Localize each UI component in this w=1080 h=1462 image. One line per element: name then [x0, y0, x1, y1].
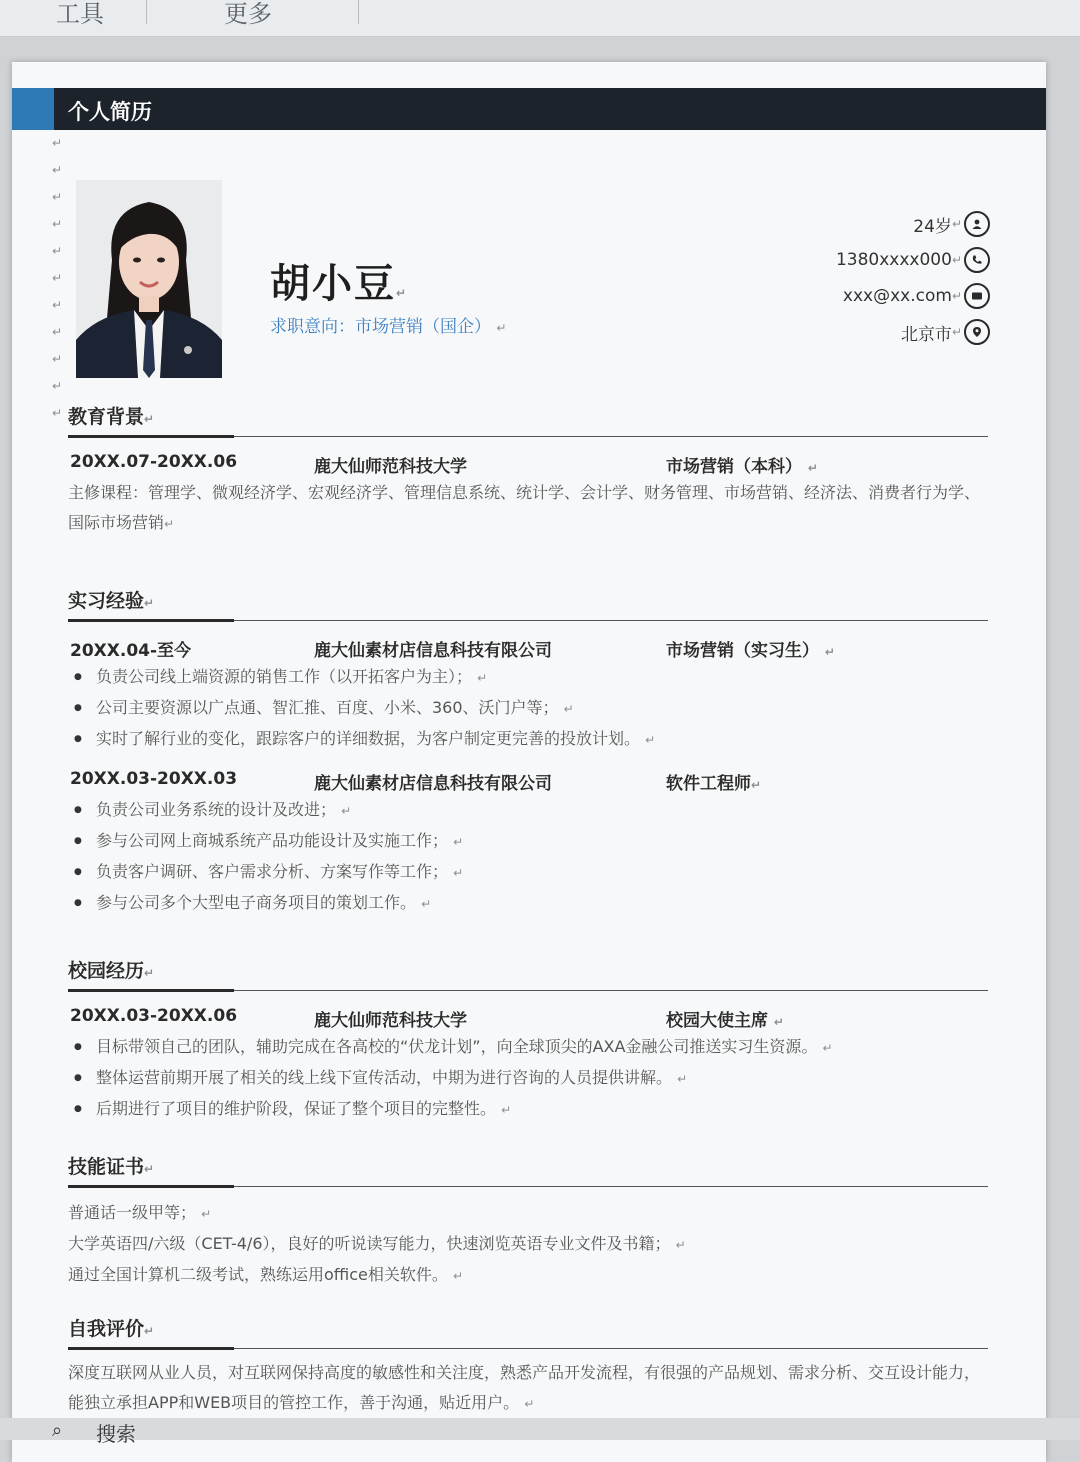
duty-list [68, 795, 988, 919]
resume-header-bar [12, 88, 1046, 130]
section-divider [68, 435, 988, 438]
document-page[interactable] [12, 62, 1046, 1462]
self-evaluation-section [68, 1314, 988, 1419]
candidate-name: 胡小豆↵ [270, 261, 409, 307]
internship-entry-header [68, 632, 988, 662]
location-icon [964, 319, 990, 345]
list-item: ● 负责公司业务系统的设计及改进； ↵ [74, 795, 988, 826]
contact-age: 24岁 ↵ [836, 206, 990, 242]
section-title: 实习经验↵ [68, 590, 155, 612]
portrait-illustration [76, 180, 222, 378]
skill-line: 普通话一级甲等； ↵ [68, 1203, 212, 1222]
list-item: ● 整体运营前期开展了相关的线上线下宣传活动，中期为进行咨询的人员提供讲解。 ↵ [74, 1063, 988, 1094]
entry-degree: 市场营销（本科） ↵ [666, 457, 818, 477]
entry-company: 鹿大仙素材店信息科技有限公司 [314, 641, 552, 661]
courses-text: 主修课程：管理学、微观经济学、宏观经济学、管理信息系统、统计学、会计学、财务管理、市场营销、经济法、消费者行为学、国际市场营销↵ [68, 483, 981, 532]
entry-date: 20XX.03-20XX.06 [70, 1006, 238, 1026]
phone-icon [964, 247, 990, 273]
list-item: ● 公司主要资源以广点通、智汇推、百度、小米、360、沃门户等； ↵ [74, 693, 988, 724]
contact-phone: 1380xxxx000 ↵ [836, 242, 990, 278]
toolbar-divider [358, 0, 359, 24]
paragraph-marks: ↵ ↵ ↵ ↵ ↵ ↵ ↵ ↵ ↵ ↵ ↵ [52, 136, 63, 420]
contact-email: xxx@xx.com ↵ [836, 278, 990, 314]
resume-title: 个人简历 [68, 100, 152, 124]
profile-photo [76, 180, 222, 378]
section-divider [68, 989, 988, 992]
person-icon [964, 211, 990, 237]
list-item: ● 参与公司网上商城系统产品功能设计及实施工作； ↵ [74, 826, 988, 857]
entry-school: 鹿大仙师范科技大学 [314, 457, 467, 477]
list-item: ● 实时了解行业的变化，跟踪客户的详细数据，为客户制定更完善的投放计划。 ↵ [74, 724, 988, 755]
section-divider [68, 1185, 988, 1188]
toolbar-divider [146, 0, 147, 24]
skills-text [68, 1198, 988, 1291]
skill-line: 通过全国计算机二级考试，熟练运用office相关软件。 ↵ [68, 1265, 464, 1284]
section-divider [68, 1347, 988, 1350]
search-button[interactable]: 搜索 [96, 1422, 136, 1446]
email-icon [964, 283, 990, 309]
entry-role: 市场营销（实习生） ↵ [666, 641, 835, 661]
campus-section [68, 956, 988, 1125]
top-toolbar [0, 0, 1080, 37]
education-section [68, 402, 988, 539]
list-item: ● 负责客户调研、客户需求分析、方案写作等工作； ↵ [74, 857, 988, 888]
section-title: 技能证书↵ [68, 1156, 155, 1178]
list-item: ● 后期进行了项目的维护阶段，保证了整个项目的完整性。 ↵ [74, 1094, 988, 1125]
entry-date: 20XX.04-至今 [70, 641, 192, 661]
more-menu[interactable]: 更多 [224, 0, 272, 28]
entry-date: 20XX.07-20XX.06 [70, 452, 238, 472]
tools-menu[interactable]: 工具 [56, 0, 104, 28]
search-icon[interactable]: ⌕ [52, 1420, 63, 1441]
self-evaluation-text: 深度互联网从业人员，对互联网保持高度的敏感性和关注度，熟悉产品开发流程，有很强的产品规划、需求分析、交互设计能力，能独立承担APP和WEB项目的管控工作，善于沟通，贴近用户。 ↵ [68, 1363, 981, 1412]
entry-role: 校园大使主席 ↵ [666, 1011, 784, 1031]
entry-role: 软件工程师↵ [666, 774, 762, 794]
campus-list [68, 1032, 988, 1125]
internship-section [68, 586, 988, 919]
section-divider [68, 619, 988, 622]
taskbar [0, 1418, 1080, 1446]
internship-entry-header [68, 765, 988, 795]
section-title: 自我评价↵ [68, 1318, 155, 1340]
header-accent-block [12, 88, 54, 130]
education-entry-header [68, 448, 988, 478]
contact-block [836, 206, 990, 350]
section-title: 教育背景↵ [68, 406, 155, 428]
skills-section [68, 1152, 988, 1291]
entry-company: 鹿大仙素材店信息科技有限公司 [314, 774, 552, 794]
contact-city: 北京市 ↵ [836, 314, 990, 350]
entry-school: 鹿大仙师范科技大学 [314, 1011, 467, 1031]
list-item: ● 目标带领自己的团队，辅助完成在各高校的“伏龙计划”，向全球顶尖的AXA金融公司推送实习生资源。 ↵ [74, 1032, 988, 1063]
entry-date: 20XX.03-20XX.03 [70, 769, 238, 789]
job-intent: 求职意向：市场营销（国企） ↵ [270, 317, 507, 337]
section-title: 校园经历↵ [68, 960, 155, 982]
list-item: ● 参与公司多个大型电子商务项目的策划工作。 ↵ [74, 888, 988, 919]
list-item: ● 负责公司线上端资源的销售工作（以开拓客户为主）； ↵ [74, 662, 988, 693]
campus-entry-header [68, 1002, 988, 1032]
skill-line: 大学英语四/六级（CET-4/6），良好的听说读写能力，快速浏览英语专业文件及书籍； ↵ [68, 1234, 686, 1253]
duty-list [68, 662, 988, 755]
